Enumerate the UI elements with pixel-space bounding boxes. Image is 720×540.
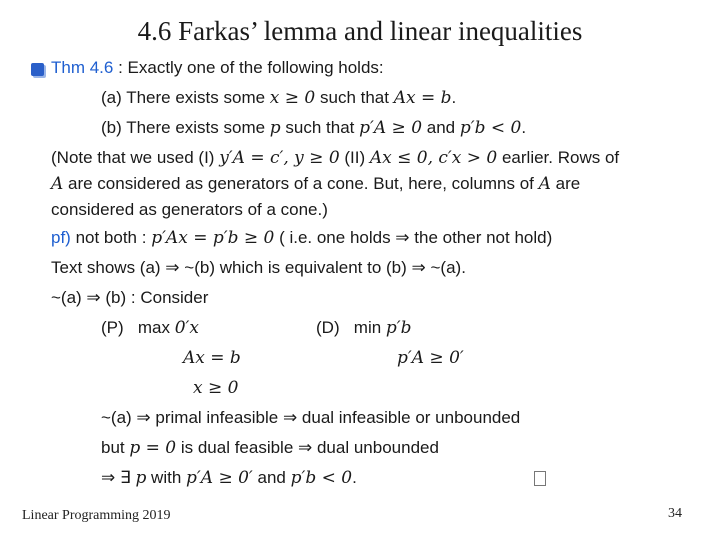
proof-line-4: ~(a) ⇒ primal infeasible ⇒ dual infeasible or unbounded [101,408,521,427]
theorem-option-b: (b) There exists some p such that p′A ≥ 0 and p′b < 0. [101,118,527,138]
proof-line-1: pf) not both : p′Ax = p′b ≥ 0 ( i.e. one holds ⇒ the other not hold) [51,228,553,248]
dual-problem-objective: (D) min p′b [316,318,412,338]
primal-problem-objective: (P) max 0′x [101,318,199,338]
proof-line-6: ⇒ ∃ p with p′A ≥ 0′ and p′b < 0. [101,468,357,488]
proof-line-5: but p = 0 is dual feasible ⇒ dual unbounded [101,438,439,458]
theorem-label: Thm 4.6 [51,58,114,77]
primal-constraint-2: x ≥ 0 [193,378,239,398]
qed-box-icon [534,471,546,486]
page-number: 34 [668,506,682,521]
proof-line-3: ~(a) ⇒ (b) : Consider [51,288,209,307]
note-line-1: (Note that we used (I) y′A = c′, y ≥ 0 (II) Ax ≤ 0, c′x > 0 earlier. Rows of [51,148,620,168]
dual-constraint-1: p′A ≥ 0′ [397,348,464,368]
primal-constraint-1: Ax = b [183,348,241,368]
theorem-option-a: (a) There exists some x ≥ 0 such that Ax = b. [101,88,457,108]
bullet-icon [31,63,44,76]
note-line-2: A are considered as generators of a cone. But, here, columns of A are [51,174,581,194]
footer-course: Linear Programming 2019 [22,508,171,523]
slide-title: 4.6 Farkas’ lemma and linear inequalities [137,16,583,46]
theorem-statement: Thm 4.6 : Exactly one of the following holds: [51,58,384,77]
note-line-3: considered as generators of a cone.) [51,200,328,219]
proof-line-2: Text shows (a) ⇒ ~(b) which is equivalent to (b) ⇒ ~(a). [51,258,466,277]
proof-label: pf) [51,228,71,247]
